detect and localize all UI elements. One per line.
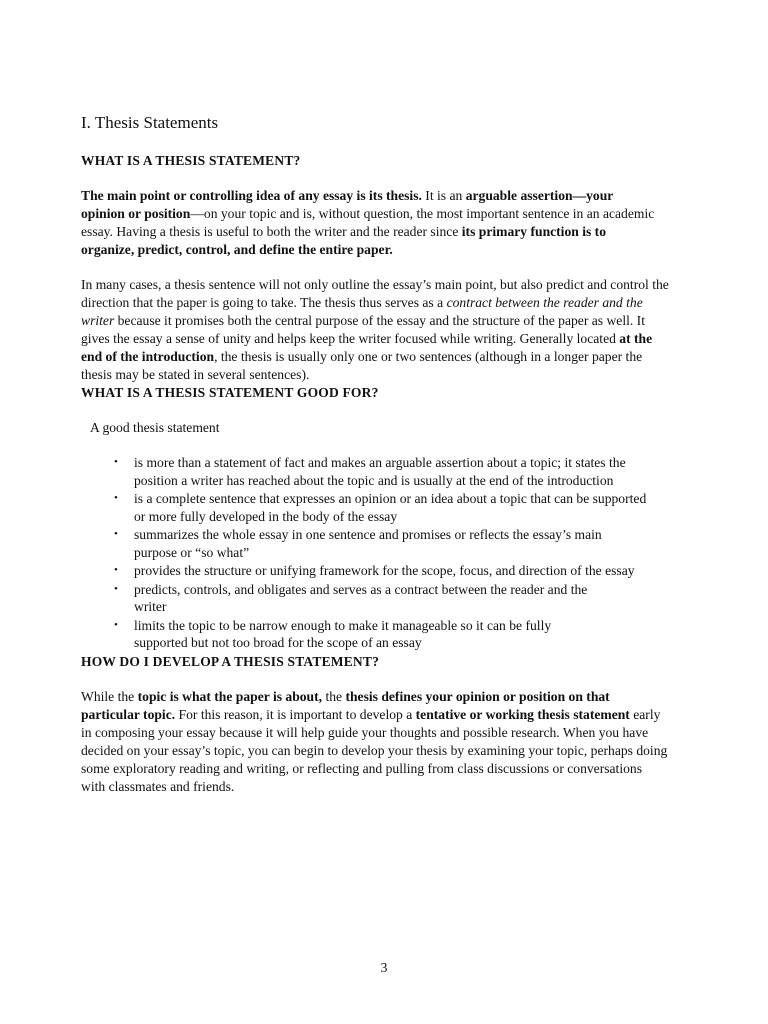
body-text: because it promises both the central purpose of the essay and the structure of the paper as well. It gives the essay a sense of unity and helps keep the writer focused while writing. Generally located: [81, 313, 645, 346]
bold-text: thesis defines your opinion or position on that particular topic.: [81, 688, 610, 722]
list-item-text: predicts, controls, and obligates and serves as a contract between the reader and the writer: [134, 581, 588, 614]
list-item-text: is a complete sentence that expresses an opinion or an idea about a topic that can be supported or more fully developed in the body of the essay: [134, 491, 647, 524]
list-item-text: summarizes the whole essay in one sentence and promises or reflects the essay’s main purpose or “so what”: [134, 527, 602, 560]
body-text: —on your topic and is, without question, the most important sentence in an academic essay. Having a thesis is useful to both the writer and the reader since: [81, 206, 655, 239]
bullet: •: [114, 528, 118, 540]
bullet: •: [114, 456, 118, 468]
list-item-text: limits the topic to be narrow enough to make it manageable so it can be fully supported but not too broad for the scope of an essay: [134, 617, 552, 650]
bullet: •: [114, 492, 118, 504]
italic-text: contract between the reader and the writer: [81, 295, 643, 328]
bold-text: The main point or controlling idea of any essay is its thesis.: [81, 188, 422, 203]
bullet: •: [114, 582, 118, 595]
list-item-text: provides the structure or unifying framework for the scope, focus, and direction of the essay: [134, 563, 635, 578]
list-item: [114, 526, 624, 561]
thesis-qualities-list: [81, 454, 659, 652]
list-intro: A good thesis statement: [90, 420, 220, 435]
bold-text: its primary function is to organize, predict, control, and define the entire paper.: [81, 224, 607, 257]
page-number: 3: [380, 960, 388, 975]
bold-text: arguable assertion—your opinion or position: [81, 188, 614, 221]
bold-text: topic is what the paper is about,: [137, 688, 323, 704]
body-text: For this reason, it is important to develop a: [175, 706, 416, 722]
list-item: [114, 490, 659, 525]
body-text: , the thesis is usually only one or two sentences (although in a longer paper the thesis may be stated in several sentences).: [81, 349, 643, 382]
document-page: [81, 112, 681, 796]
paragraph-contract: [81, 276, 671, 384]
bold-text: at the end of the introduction: [81, 331, 653, 364]
section-heading-what-is: WHAT IS A THESIS STATEMENT?: [81, 153, 301, 168]
body-text: the: [322, 688, 346, 704]
bullet: •: [114, 618, 118, 631]
list-item: [114, 562, 659, 580]
section-heading-develop: HOW DO I DEVELOP A THESIS STATEMENT?: [81, 653, 380, 669]
section-heading-good-for: WHAT IS A THESIS STATEMENT GOOD FOR?: [81, 385, 379, 400]
paragraph-definition: [81, 187, 659, 259]
body-text: In many cases, a thesis sentence will not only outline the essay’s main point, but also predict and control the direction that the paper is going to take. The thesis thus serves as a: [81, 277, 669, 310]
bold-text: tentative or working thesis statement: [415, 706, 630, 722]
list-item: [114, 454, 659, 489]
page-title: I. Thesis Statements: [81, 113, 219, 132]
paragraph-develop: [81, 688, 669, 796]
body-text: early in composing your essay because it will help guide your thoughts and possible research. When you have decided on your essay’s topic, you can begin to develop your thesis by examining your topic, perhaps doing some exploratory reading and writing, or reflecting and pulling from class discussions or conversations with classmates and friends.: [81, 706, 668, 794]
list-item: [114, 581, 619, 616]
bullet: •: [114, 564, 118, 576]
list-item: [114, 617, 604, 652]
body-text: It is an: [421, 188, 466, 203]
list-item-text: is more than a statement of fact and makes an arguable assertion about a topic; it states the position a writer has reached about the topic and is usually at the end of the introduction: [134, 455, 626, 488]
body-text: While the: [81, 688, 138, 704]
